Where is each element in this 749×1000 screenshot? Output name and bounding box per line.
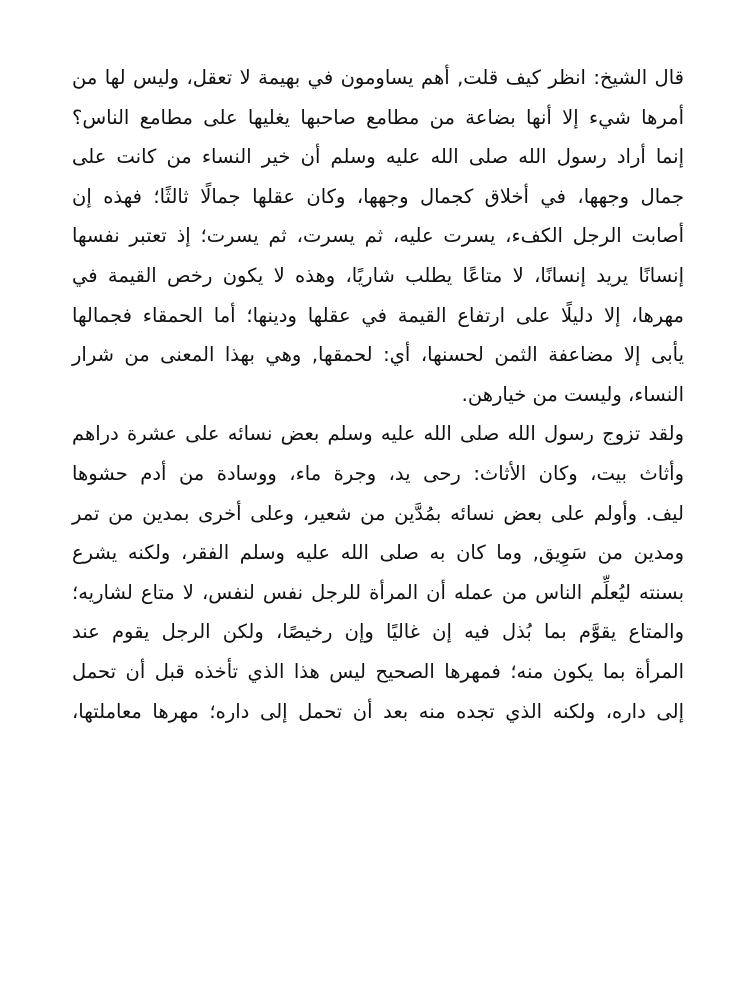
text-line: بسنته ليُعلِّم الناس من عمله أن المرأة للرجل نفس لنفس، لا متاع لشاريه؛ bbox=[72, 580, 684, 604]
text-line: مهرها، إلا دليلًا على ارتفاع القيمة في عقلها ودينها؛ أما الحمقاء فجمالها bbox=[72, 303, 684, 327]
text-line: أصابت الرجل الكفء، يسرت عليه، ثم يسرت، ثم يسرت؛ إذ تعتبر نفسها bbox=[72, 224, 684, 248]
text-line: ولقد تزوج رسول الله صلى الله عليه وسلم بعض نسائه على عشرة دراهم bbox=[72, 422, 684, 446]
text-line: إنما أراد رسول الله صلى الله عليه وسلم أن خير النساء من كانت على bbox=[72, 145, 684, 169]
text-line: يأبى إلا مضاعفة الثمن لحسنها، أي: لحمقها, وهي بهذا المعنى من شرار bbox=[72, 343, 684, 367]
text-line: ومدين من سَوِيق, وما كان به صلى الله عليه وسلم الفقر، ولكنه يشرع bbox=[72, 541, 684, 565]
text-line: ليف. وأولم على بعض نسائه بمُدَّين من شعير، وعلى أخرى بمدين من تمر bbox=[72, 501, 684, 525]
text-line: وأثاث بيت، وكان الأثاث: رحى يد، وجرة ماء، ووسادة من أدم حشوها bbox=[72, 461, 684, 485]
text-line: قال الشيخ: انظر كيف قلت, أهم يساومون في بهيمة لا تعقل، وليس لها من bbox=[72, 66, 684, 89]
text-line: أمرها شيء إلا أنها بضاعة من مطامع صاحبها يغليها على مطامع الناس؟ bbox=[72, 105, 684, 129]
page-body bbox=[72, 58, 684, 731]
paragraph-1 bbox=[72, 58, 684, 414]
text-line: إلى داره، ولكنه الذي تجده منه بعد أن تحمل إلى داره؛ مهرها معاملتها، bbox=[72, 699, 684, 723]
text-line: والمتاع يقوَّم بما بُذل فيه إن غاليًا وإن رخيصًا، ولكن الرجل يقوم عند bbox=[72, 620, 684, 644]
text-line: جمال وجهها، في أخلاق كجمال وجهها، وكان عقلها جمالًا ثالثًا؛ فهذه إن bbox=[72, 184, 684, 208]
text-line: المرأة بما يكون منه؛ فمهرها الصحيح ليس هذا الذي تأخذه قبل أن تحمل bbox=[72, 659, 684, 683]
paragraph-2 bbox=[72, 414, 684, 731]
text-line: إنسانًا يريد إنسانًا، لا متاعًا يطلب شاريًا، وهذه لا يكون رخص القيمة في bbox=[72, 263, 684, 287]
text-line: النساء، وليست من خيارهن. bbox=[461, 382, 684, 406]
